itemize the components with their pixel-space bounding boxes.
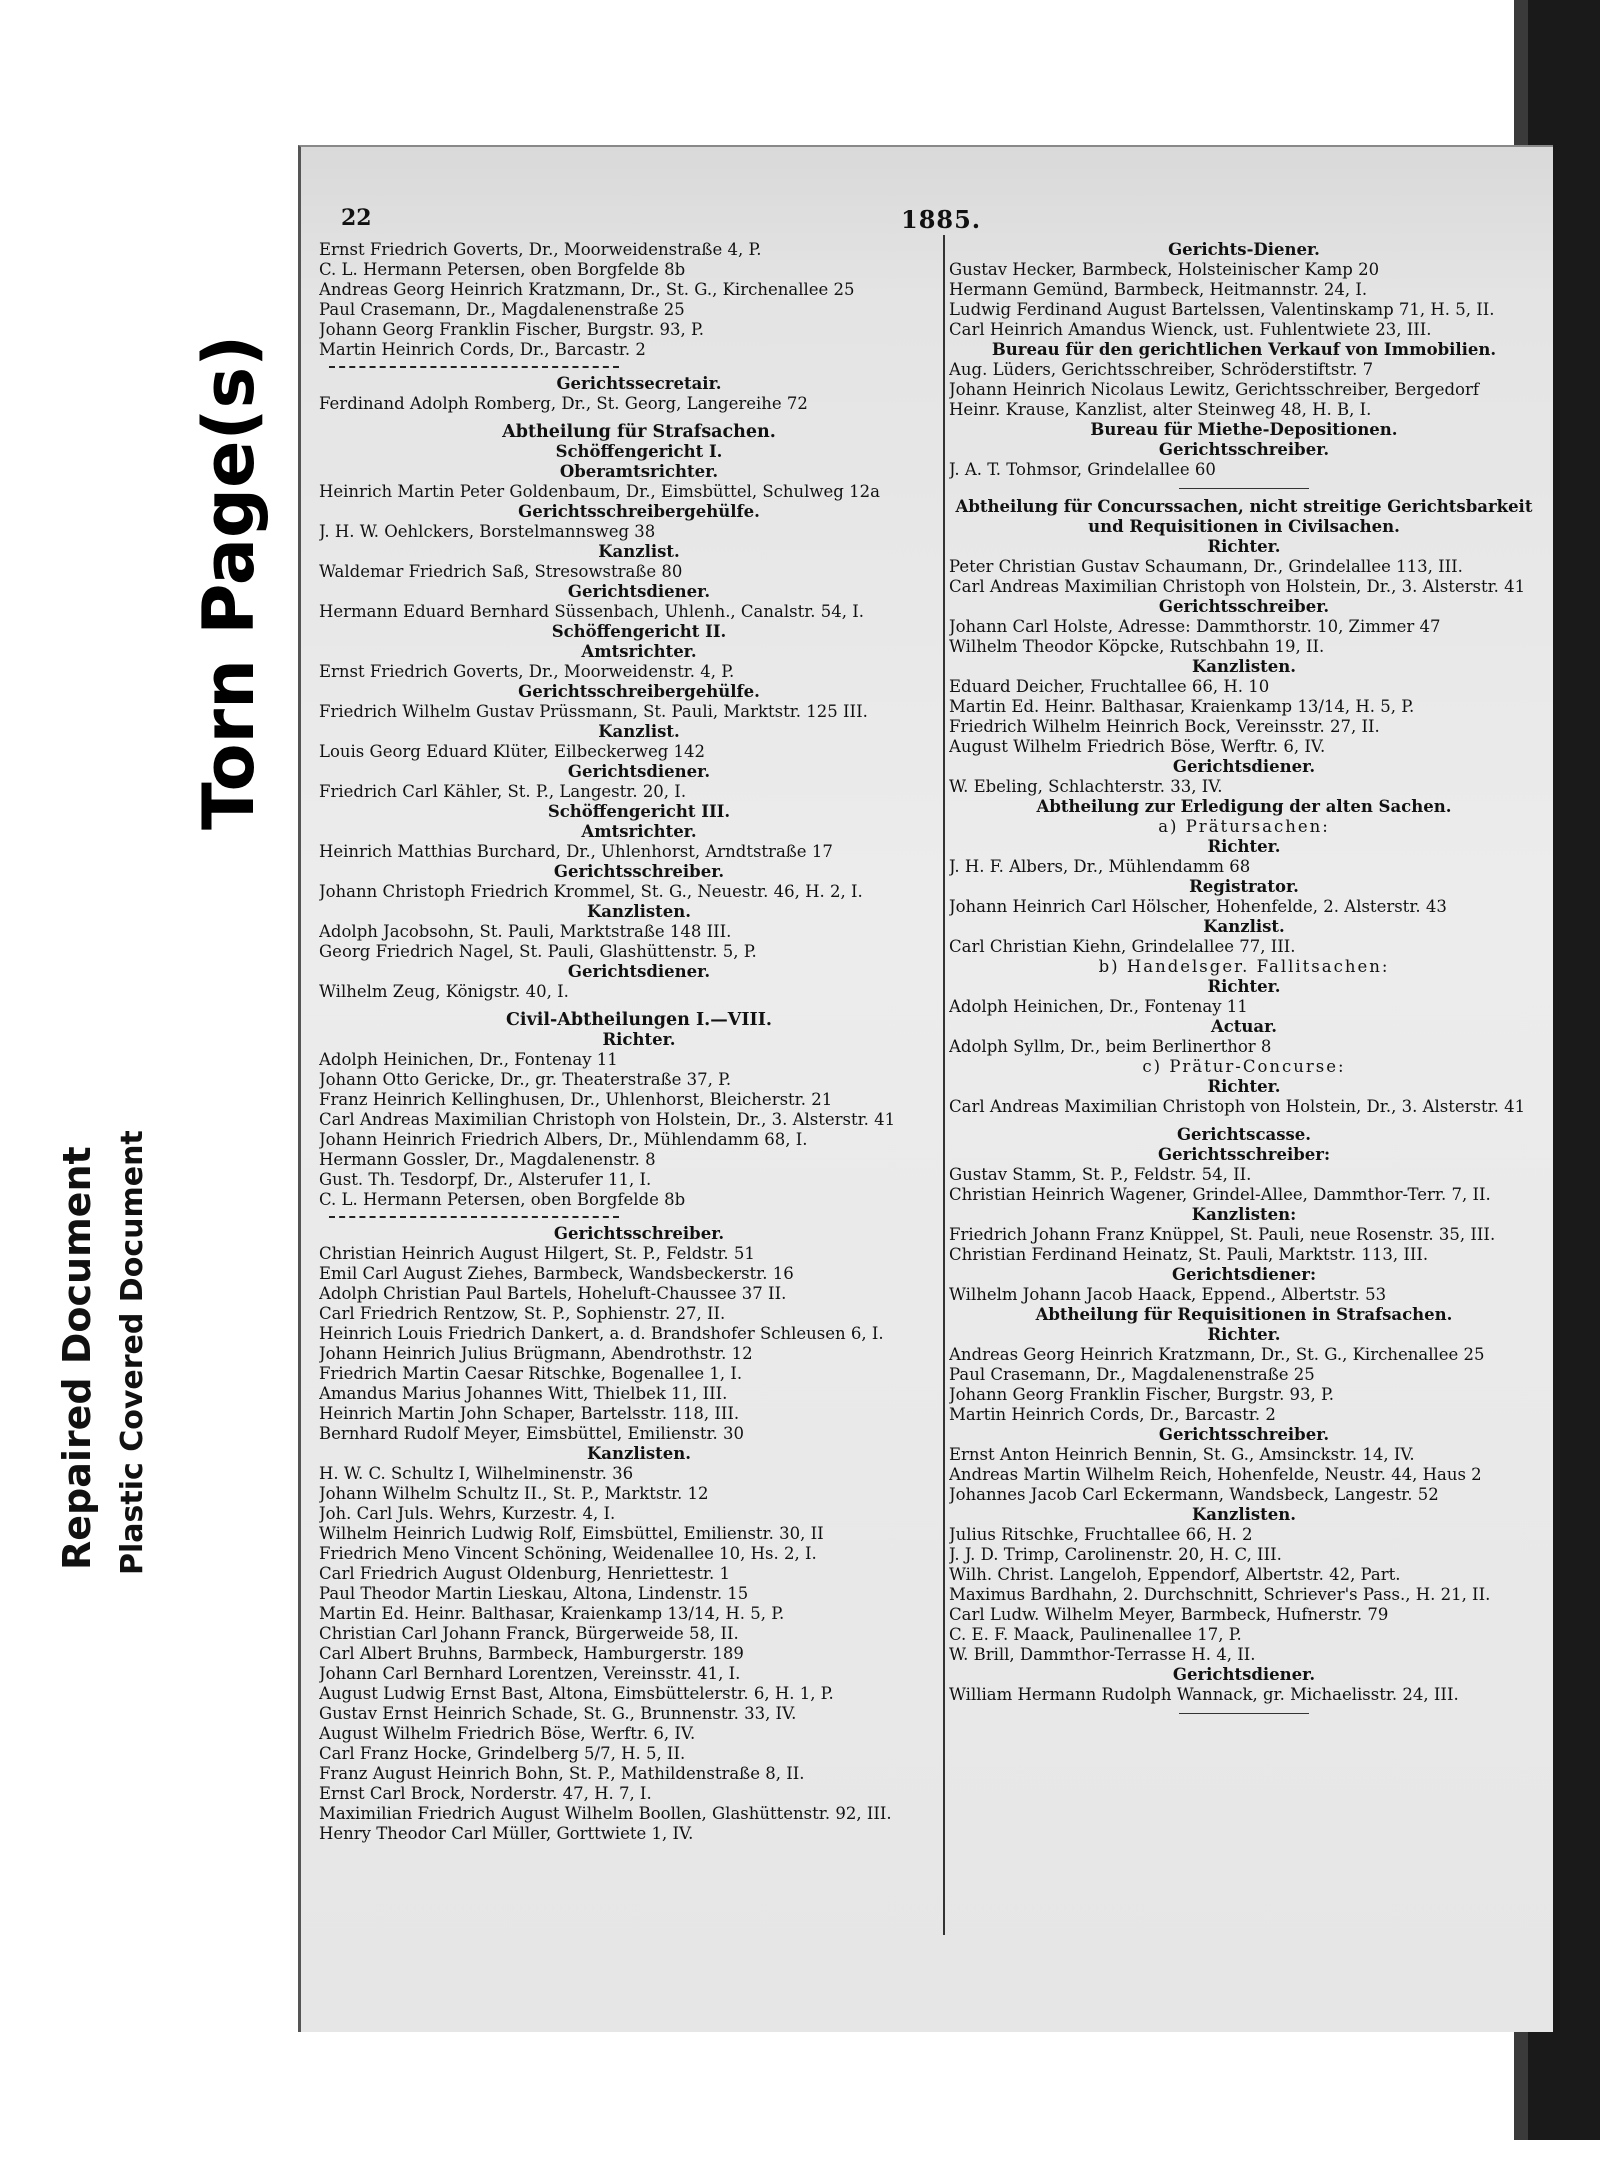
entry-line: Adolph Heinichen, Dr., Fontenay 11: [319, 1050, 618, 1069]
short-rule: [1179, 488, 1309, 489]
department-heading: Abtheilung für Strafsachen.: [502, 422, 776, 442]
dashed-separator: [329, 1216, 619, 1218]
role-heading: Gerichtsdiener.: [1172, 757, 1316, 776]
court-heading: Schöffengericht III.: [547, 802, 731, 821]
entry-line: Carl Ludw. Wilhelm Meyer, Barmbeck, Hufnerstr. 79: [949, 1605, 1389, 1624]
entry-line: Friedrich Martin Caesar Ritschke, Bogenallee 1, I.: [319, 1364, 743, 1383]
entry-line: Wilhelm Johann Jacob Haack, Eppend., Albertstr. 53: [949, 1285, 1387, 1304]
entry-line: Carl Franz Hocke, Grindelberg 5/7, H. 5, II.: [319, 1744, 686, 1763]
entry-line: William Hermann Rudolph Wannack, gr. Michaelisstr. 24, III.: [949, 1685, 1459, 1704]
role-heading: Richter.: [602, 1030, 676, 1049]
document-page: [298, 145, 1553, 2032]
role-heading: Gerichtsschreiber.: [1158, 440, 1330, 459]
entry-line: Johann Carl Bernhard Lorentzen, Vereinsstr. 41, I.: [319, 1664, 741, 1683]
entry-line: Carl Andreas Maximilian Christoph von Holstein, Dr., 3. Alsterstr. 41: [949, 1097, 1526, 1116]
entry-line: Carl Albert Bruhns, Barmbeck, Hamburgerstr. 189: [319, 1644, 744, 1663]
entry-line: C. E. F. Maack, Paulinenallee 17, P.: [949, 1625, 1242, 1644]
entry-line: Wilh. Christ. Langeloh, Eppendorf, Albertstr. 42, Part.: [949, 1565, 1401, 1584]
page-year: 1885.: [901, 205, 982, 234]
role-heading: Oberamtsrichter.: [559, 462, 719, 481]
entry-line: Martin Heinrich Cords, Dr., Barcastr. 2: [319, 340, 646, 359]
entry-line: Johann Georg Franklin Fischer, Burgstr. 93, P.: [949, 1385, 1335, 1404]
entry-line: Adolph Syllm, Dr., beim Berlinerthor 8: [949, 1037, 1272, 1056]
entry-line: Georg Friedrich Nagel, St. Pauli, Glashüttenstr. 5, P.: [319, 942, 757, 961]
entry-line: Waldemar Friedrich Saß, Stresowstraße 80: [319, 562, 683, 581]
role-heading: Gerichtsschreiber.: [553, 1224, 725, 1243]
entry-line: Amandus Marius Johannes Witt, Thielbek 11, III.: [319, 1384, 728, 1403]
left-column: [319, 240, 959, 1844]
department-heading: Abtheilung für Requisitionen in Strafsachen.: [1035, 1305, 1453, 1324]
dashed-separator: [329, 366, 619, 368]
entry-line: Johann Christoph Friedrich Krommel, St. G., Neuestr. 46, H. 2, I.: [319, 882, 863, 901]
entry-line: Eduard Deicher, Fruchtallee 66, H. 10: [949, 677, 1270, 696]
role-heading: Gerichtsschreiber.: [1158, 597, 1330, 616]
role-heading: Kanzlisten.: [586, 1444, 692, 1463]
entry-line: Andreas Martin Wilhelm Reich, Hohenfelde, Neustr. 44, Haus 2: [949, 1465, 1482, 1484]
department-heading-cont: und Requisitionen in Civilsachen.: [1088, 517, 1400, 536]
role-heading: Richter.: [1207, 1077, 1281, 1096]
entry-line: Friedrich Wilhelm Heinrich Bock, Vereinsstr. 27, II.: [949, 717, 1380, 736]
repaired-document-label: Repaired Document: [55, 1146, 99, 1570]
entry-line: Ferdinand Adolph Romberg, Dr., St. Georg, Langereihe 72: [319, 394, 808, 413]
section-heading: Gerichtscasse.: [1176, 1125, 1312, 1144]
role-heading: Gerichtsschreibergehülfe.: [518, 502, 760, 521]
entry-line: Gustav Hecker, Barmbeck, Holsteinischer Kamp 20: [949, 260, 1380, 279]
entry-line: Christian Heinrich August Hilgert, St. P., Feldstr. 51: [319, 1244, 755, 1263]
plastic-covered-label: Plastic Covered Document: [115, 1130, 150, 1575]
entry-line: Ernst Friedrich Goverts, Dr., Moorweidenstr. 4, P.: [319, 662, 735, 681]
entry-line: Johann Heinrich Nicolaus Lewitz, Gerichtsschreiber, Bergedorf: [949, 380, 1479, 399]
department-heading: Abtheilung zur Erledigung der alten Sachen.: [1036, 797, 1452, 816]
entry-line: Julius Ritschke, Fruchtallee 66, H. 2: [949, 1525, 1253, 1544]
entry-line: H. W. C. Schultz I, Wilhelminenstr. 36: [319, 1464, 634, 1483]
entry-line: Louis Georg Eduard Klüter, Eilbeckerweg 142: [319, 742, 706, 761]
entry-line: Martin Ed. Heinr. Balthasar, Kraienkamp 13/14, H. 5, P.: [319, 1604, 785, 1623]
entry-line: J. J. D. Trimp, Carolinenstr. 20, H. C, III.: [949, 1545, 1282, 1564]
entry-line: August Wilhelm Friedrich Böse, Werftr. 6, IV.: [949, 737, 1326, 756]
entry-line: Andreas Georg Heinrich Kratzmann, Dr., St. G., Kirchenallee 25: [319, 280, 855, 299]
role-heading: Kanzlist.: [1203, 917, 1285, 936]
entry-line: Johann Otto Gericke, Dr., gr. Theaterstraße 37, P.: [319, 1070, 732, 1089]
page-number: 22: [341, 205, 372, 231]
entry-line: Ludwig Ferdinand August Bartelssen, Valentinskamp 71, H. 5, II.: [949, 300, 1495, 319]
entry-line: Carl Friedrich August Oldenburg, Henriettestr. 1: [319, 1564, 730, 1583]
entry-line: Christian Ferdinand Heinatz, St. Pauli, Marktstr. 113, III.: [949, 1245, 1429, 1264]
entry-line: Andreas Georg Heinrich Kratzmann, Dr., St. G., Kirchenallee 25: [949, 1345, 1485, 1364]
subsection-heading: a) Prätursachen:: [1158, 817, 1330, 836]
department-heading: Abtheilung für Concurssachen, nicht streitige Gerichtsbarkeit: [955, 497, 1533, 516]
entry-line: Wilhelm Theodor Köpcke, Rutschbahn 19, II.: [949, 637, 1325, 656]
entry-line: Franz August Heinrich Bohn, St. P., Mathildenstraße 8, II.: [319, 1764, 805, 1783]
role-heading: Richter.: [1207, 837, 1281, 856]
role-heading: Richter.: [1207, 1325, 1281, 1344]
entry-line: Gust. Th. Tesdorpf, Dr., Alsterufer 11, I.: [319, 1170, 652, 1189]
entry-line: Ernst Carl Brock, Norderstr. 47, H. 7, I.: [319, 1784, 652, 1803]
right-column: [949, 240, 1539, 1722]
section-heading: Gerichtssecretair.: [556, 374, 722, 393]
role-heading: Actuar.: [1210, 1017, 1278, 1036]
section-heading: Bureau für den gerichtlichen Verkauf von Immobilien.: [991, 340, 1497, 359]
entry-line: August Wilhelm Friedrich Böse, Werftr. 6, IV.: [319, 1724, 696, 1743]
entry-line: J. A. T. Tohmsor, Grindelallee 60: [949, 460, 1216, 479]
entry-line: Johann Wilhelm Schultz II., St. P., Marktstr. 12: [319, 1484, 709, 1503]
entry-line: Emil Carl August Ziehes, Barmbeck, Wandsbeckerstr. 16: [319, 1264, 794, 1283]
entry-line: Martin Ed. Heinr. Balthasar, Kraienkamp 13/14, H. 5, P.: [949, 697, 1415, 716]
role-heading: Kanzlist.: [598, 542, 680, 561]
entry-line: Christian Carl Johann Franck, Bürgerweide 58, II.: [319, 1624, 739, 1643]
department-heading: Civil-Abtheilungen I.—VIII.: [506, 1010, 772, 1030]
entry-line: Wilhelm Heinrich Ludwig Rolf, Eimsbüttel, Emilienstr. 30, II: [319, 1524, 824, 1543]
entry-line: Gustav Stamm, St. P., Feldstr. 54, II.: [949, 1165, 1252, 1184]
role-heading: Gerichtsschreiber:: [1157, 1145, 1331, 1164]
role-heading: Richter.: [1207, 537, 1281, 556]
entry-line: Paul Crasemann, Dr., Magdalenenstraße 25: [949, 1365, 1315, 1384]
entry-line: Carl Heinrich Amandus Wienck, ust. Fuhlentwiete 23, III.: [949, 320, 1432, 339]
section-heading: Gerichts-Diener.: [1168, 240, 1320, 259]
entry-line: Adolph Jacobsohn, St. Pauli, Marktstraße 148 III.: [319, 922, 732, 941]
entry-line: Carl Friedrich Rentzow, St. P., Sophienstr. 27, II.: [319, 1304, 726, 1323]
entry-line: Johann Georg Franklin Fischer, Burgstr. 93, P.: [319, 320, 705, 339]
entry-line: Friedrich Wilhelm Gustav Prüssmann, St. Pauli, Marktstr. 125 III.: [319, 702, 868, 721]
role-heading: Gerichtsdiener.: [1172, 1665, 1316, 1684]
entry-line: Ernst Anton Heinrich Bennin, St. G., Amsinckstr. 14, IV.: [949, 1445, 1415, 1464]
entry-line: Friedrich Meno Vincent Schöning, Weidenallee 10, Hs. 2, I.: [319, 1544, 817, 1563]
entry-line: Johannes Jacob Carl Eckermann, Wandsbeck, Langestr. 52: [949, 1485, 1439, 1504]
role-heading: Gerichtsdiener:: [1171, 1265, 1317, 1284]
entry-line: Heinrich Martin John Schaper, Bartelsstr. 118, III.: [319, 1404, 740, 1423]
entry-line: Henry Theodor Carl Müller, Gorttwiete 1, IV.: [319, 1824, 694, 1843]
section-heading: Bureau für Miethe-Depositionen.: [1090, 420, 1398, 439]
entry-line: Friedrich Johann Franz Knüppel, St. Pauli, neue Rosenstr. 35, III.: [949, 1225, 1496, 1244]
subsection-heading: c) Prätur-Concurse:: [1142, 1057, 1346, 1076]
entry-line: Franz Heinrich Kellinghusen, Dr., Uhlenhorst, Bleicherstr. 21: [319, 1090, 833, 1109]
entry-line: Ernst Friedrich Goverts, Dr., Moorweidenstraße 4, P.: [319, 240, 762, 259]
entry-line: Johann Carl Holste, Adresse: Dammthorstr. 10, Zimmer 47: [949, 617, 1441, 636]
entry-line: Johann Heinrich Friedrich Albers, Dr., Mühlendamm 68, I.: [319, 1130, 808, 1149]
entry-line: Heinr. Krause, Kanzlist, alter Steinweg 48, H. B, I.: [949, 400, 1372, 419]
subsection-heading: b) Handelsger. Fallitsachen:: [1098, 957, 1390, 976]
role-heading: Richter.: [1207, 977, 1281, 996]
role-heading: Kanzlisten:: [1191, 1205, 1297, 1224]
entry-line: Johann Heinrich Carl Hölscher, Hohenfelde, 2. Alsterstr. 43: [949, 897, 1447, 916]
entry-line: Gustav Ernst Heinrich Schade, St. G., Brunnenstr. 33, IV.: [319, 1704, 797, 1723]
entry-line: J. H. F. Albers, Dr., Mühlendamm 68: [949, 857, 1251, 876]
entry-line: Heinrich Matthias Burchard, Dr., Uhlenhorst, Arndtstraße 17: [319, 842, 833, 861]
entry-line: Carl Andreas Maximilian Christoph von Holstein, Dr., 3. Alsterstr. 41: [319, 1110, 896, 1129]
entry-line: Hermann Gemünd, Barmbeck, Heitmannstr. 24, I.: [949, 280, 1368, 299]
court-heading: Schöffengericht I.: [555, 442, 723, 461]
entry-line: Paul Crasemann, Dr., Magdalenenstraße 25: [319, 300, 685, 319]
role-heading: Kanzlisten.: [1191, 1505, 1297, 1524]
entry-line: Wilhelm Zeug, Königstr. 40, I.: [319, 982, 569, 1001]
role-heading: Gerichtsschreiber.: [553, 862, 725, 881]
entry-line: Paul Theodor Martin Lieskau, Altona, Lindenstr. 15: [319, 1584, 749, 1603]
entry-line: Johann Heinrich Julius Brügmann, Abendrothstr. 12: [319, 1344, 753, 1363]
role-heading: Amtsrichter.: [581, 822, 697, 841]
role-heading: Gerichtsdiener.: [567, 582, 711, 601]
entry-line: W. Ebeling, Schlachterstr. 33, IV.: [949, 777, 1223, 796]
entry-line: Heinrich Martin Peter Goldenbaum, Dr., Eimsbüttel, Schulweg 12a: [319, 482, 880, 501]
entry-line: Carl Christian Kiehn, Grindelallee 77, III.: [949, 937, 1296, 956]
torn-pages-label: Torn Page(s): [188, 334, 270, 830]
role-heading: Kanzlisten.: [1191, 657, 1297, 676]
entry-line: Martin Heinrich Cords, Dr., Barcastr. 2: [949, 1405, 1276, 1424]
entry-line: C. L. Hermann Petersen, oben Borgfelde 8b: [319, 1190, 686, 1209]
entry-line: W. Brill, Dammthor-Terrasse H. 4, II.: [949, 1645, 1256, 1664]
role-heading: Gerichtsschreibergehülfe.: [518, 682, 760, 701]
court-heading: Schöffengericht II.: [551, 622, 727, 641]
role-heading: Amtsrichter.: [581, 642, 697, 661]
role-heading: Gerichtsschreiber.: [1158, 1425, 1330, 1444]
entry-line: Maximus Bardhahn, 2. Durchschnitt, Schriever's Pass., H. 21, II.: [949, 1585, 1491, 1604]
entry-line: Hermann Gossler, Dr., Magdalenenstr. 8: [319, 1150, 656, 1169]
entry-line: Aug. Lüders, Gerichtsschreiber, Schröderstiftstr. 7: [949, 360, 1374, 379]
entry-line: Maximilian Friedrich August Wilhelm Boollen, Glashüttenstr. 92, III.: [319, 1804, 892, 1823]
entry-line: C. L. Hermann Petersen, oben Borgfelde 8b: [319, 260, 686, 279]
entry-line: Heinrich Louis Friedrich Dankert, a. d. Brandshofer Schleusen 6, I.: [319, 1324, 884, 1343]
role-heading: Kanzlist.: [598, 722, 680, 741]
entry-line: Peter Christian Gustav Schaumann, Dr., Grindelallee 113, III.: [949, 557, 1463, 576]
entry-line: August Ludwig Ernst Bast, Altona, Eimsbüttelerstr. 6, H. 1, P.: [319, 1684, 834, 1703]
role-heading: Kanzlisten.: [586, 902, 692, 921]
entry-line: Adolph Heinichen, Dr., Fontenay 11: [949, 997, 1248, 1016]
entry-line: Carl Andreas Maximilian Christoph von Holstein, Dr., 3. Alsterstr. 41: [949, 577, 1526, 596]
entry-line: Christian Heinrich Wagener, Grindel-Allee, Dammthor-Terr. 7, II.: [949, 1185, 1491, 1204]
entry-line: Adolph Christian Paul Bartels, Hoheluft-Chaussee 37 II.: [319, 1284, 787, 1303]
entry-line: J. H. W. Oehlckers, Borstelmannsweg 38: [319, 522, 656, 541]
entry-line: Bernhard Rudolf Meyer, Eimsbüttel, Emilienstr. 30: [319, 1424, 745, 1443]
role-heading: Gerichtsdiener.: [567, 762, 711, 781]
short-rule: [1179, 1713, 1309, 1714]
entry-line: Joh. Carl Juls. Wehrs, Kurzestr. 4, I.: [319, 1504, 616, 1523]
role-heading: Registrator.: [1189, 877, 1299, 896]
role-heading: Gerichtsdiener.: [567, 962, 711, 981]
entry-line: Friedrich Carl Kähler, St. P., Langestr. 20, I.: [319, 782, 687, 801]
entry-line: Hermann Eduard Bernhard Süssenbach, Uhlenh., Canalstr. 54, I.: [319, 602, 865, 621]
